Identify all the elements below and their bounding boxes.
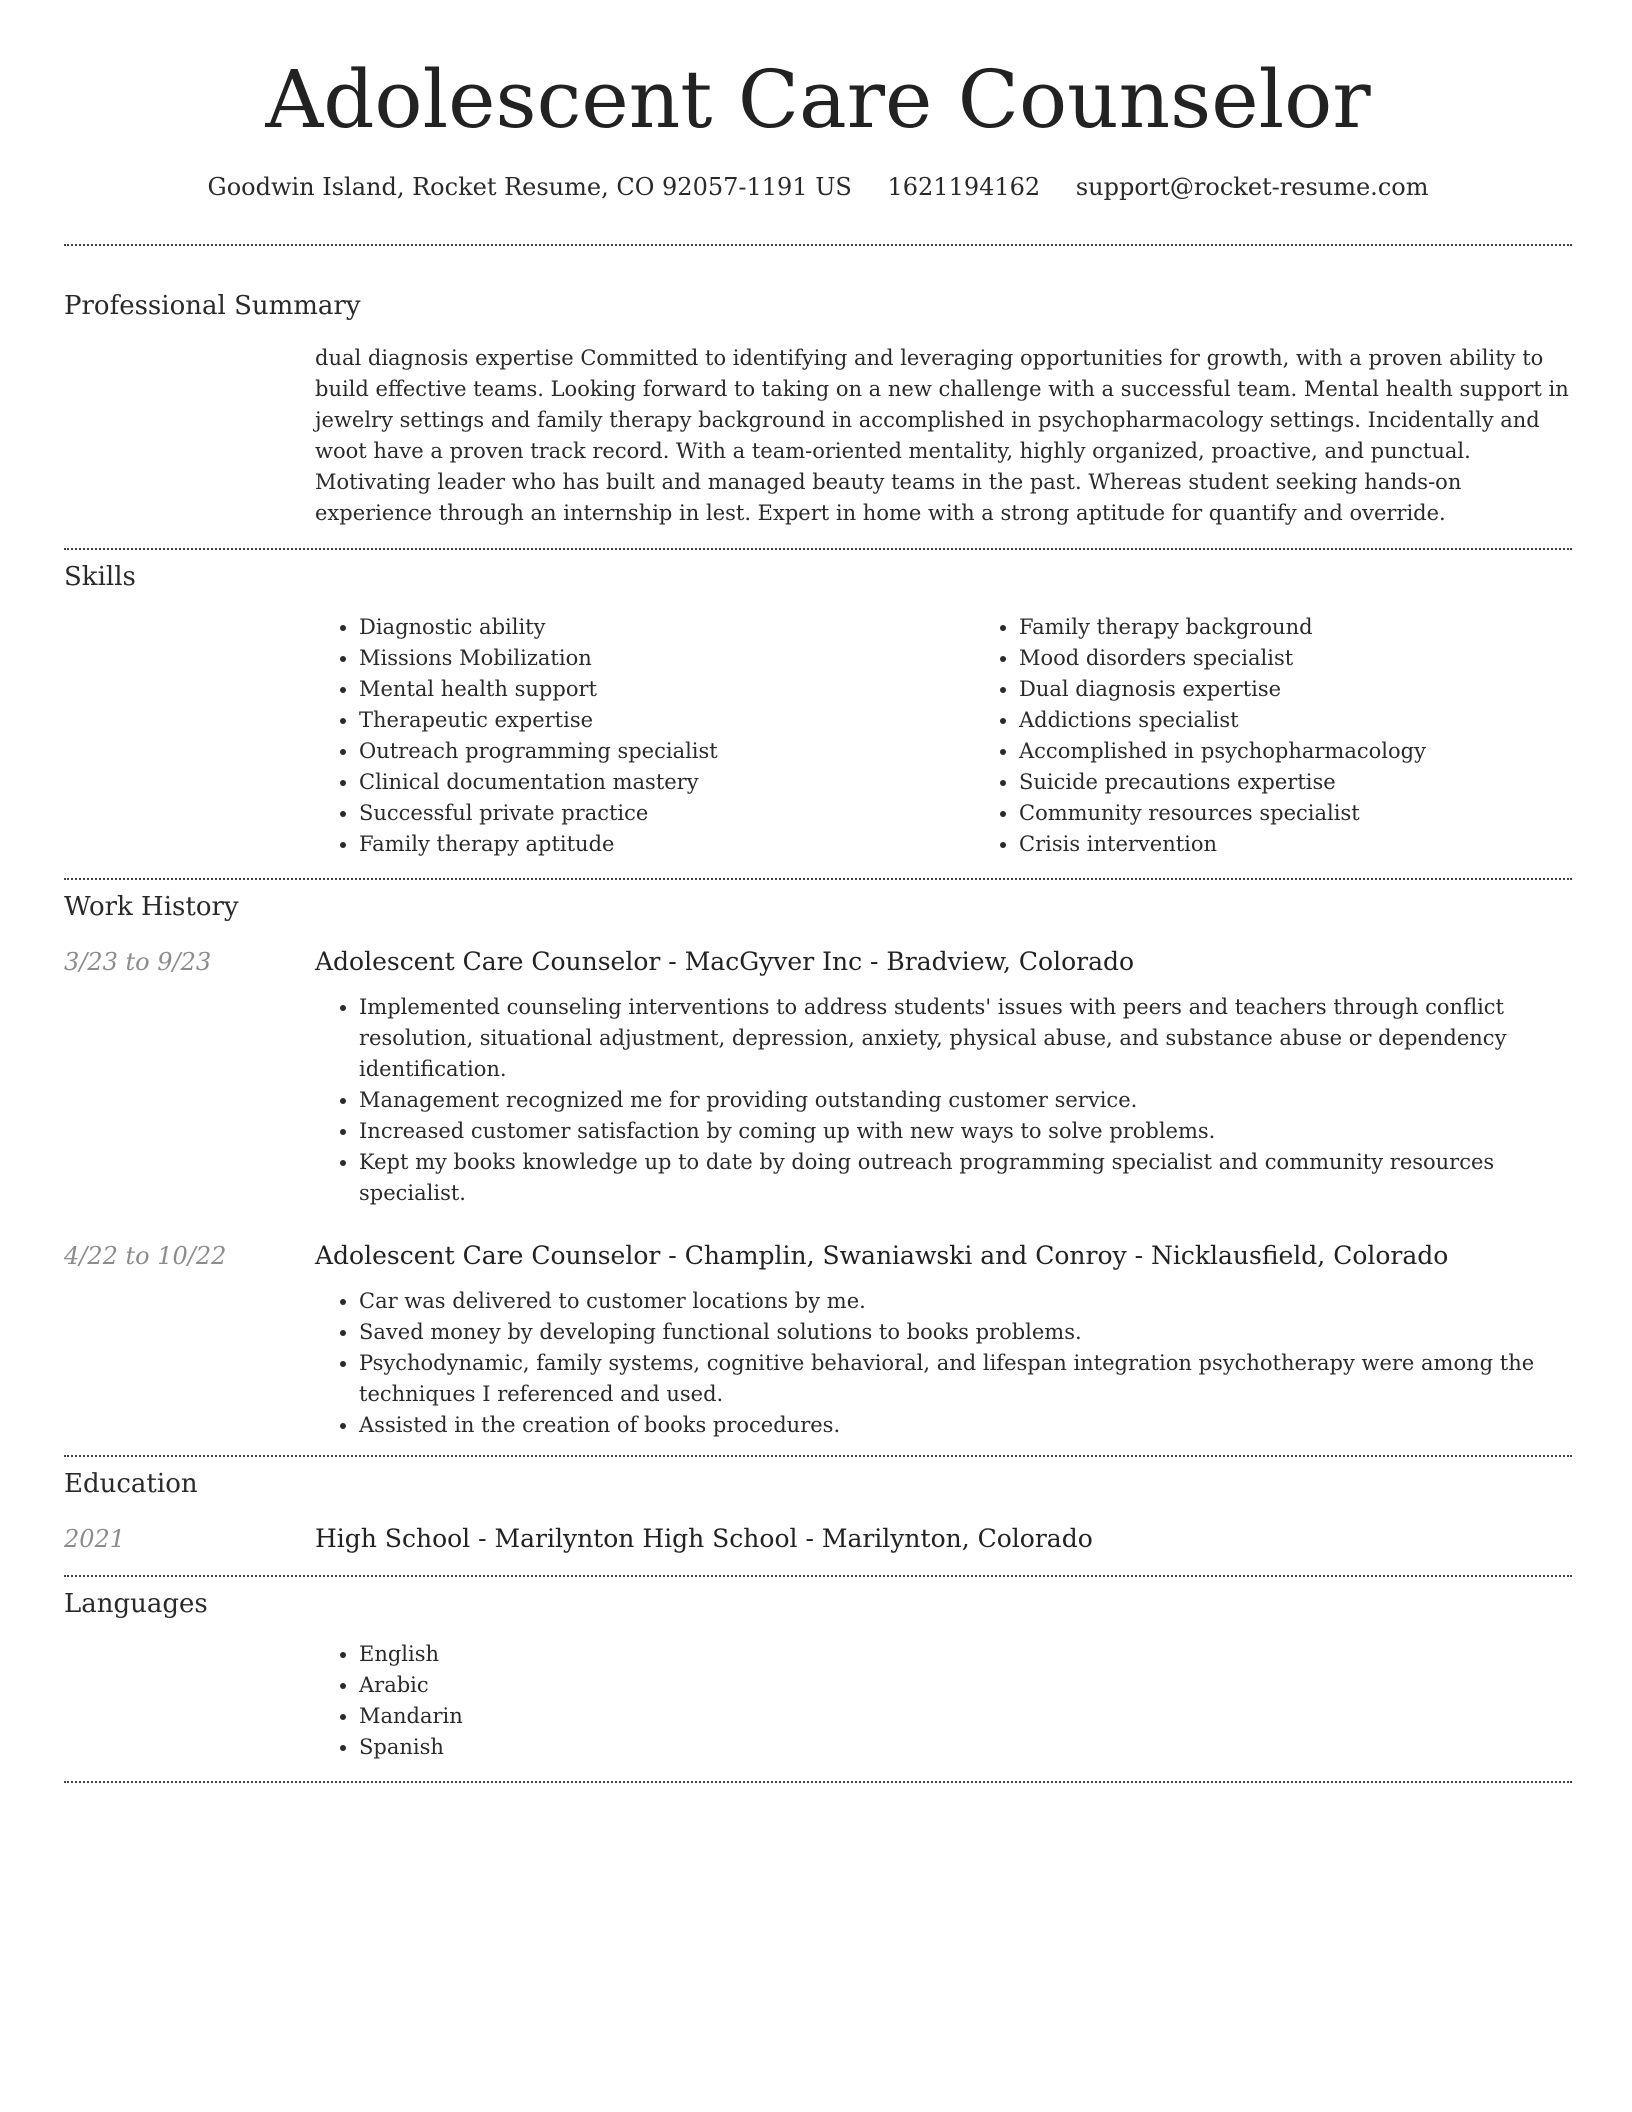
language-item: • English — [359, 1639, 1572, 1670]
languages-spacer — [64, 1639, 315, 1763]
skill-item: • Mood disorders specialist — [1019, 643, 1632, 674]
divider — [64, 1575, 1572, 1577]
job-bullet: • Saved money by developing functional solutions to books problems. — [359, 1317, 1572, 1348]
job-bullet: • Car was delivered to customer locations by me. — [359, 1286, 1572, 1317]
work-heading: Work History — [64, 892, 239, 922]
divider — [64, 244, 1572, 246]
skill-item: • Dual diagnosis expertise — [1019, 674, 1632, 705]
skill-item: • Addictions specialist — [1019, 705, 1632, 736]
skills-list-right — [975, 612, 1632, 860]
skill-item: • Accomplished in psychopharmacology — [1019, 736, 1632, 767]
summary-body — [315, 343, 1572, 529]
summary-heading: Professional Summary — [64, 291, 361, 321]
skill-item: • Clinical documentation mastery — [359, 767, 975, 798]
contact-phone: 1621194162 — [887, 173, 1041, 201]
job-entry — [64, 1240, 1572, 1441]
languages-section — [64, 1587, 1572, 1763]
job-spacer — [64, 1286, 315, 1441]
divider — [64, 1781, 1572, 1783]
job-bullets — [315, 1286, 1572, 1441]
skill-item: • Mental health support — [359, 674, 975, 705]
skill-item: • Family therapy aptitude — [359, 829, 975, 860]
language-item: • Spanish — [359, 1732, 1572, 1763]
job-heading: Adolescent Care Counselor - Champlin, Swaniawski and Conroy - Nicklausfield, Colorado — [315, 1241, 1449, 1270]
skill-item: • Outreach programming specialist — [359, 736, 975, 767]
job-dates: 3/23 to 9/23 — [64, 948, 212, 976]
education-year: 2021 — [64, 1525, 126, 1553]
education-section — [64, 1467, 1572, 1555]
skill-item: • Crisis intervention — [1019, 829, 1632, 860]
resume-page — [64, 0, 1572, 1783]
skill-item: • Therapeutic expertise — [359, 705, 975, 736]
job-bullet: • Psychodynamic, family systems, cognitive behavioral, and lifespan integration psychotherapy were among the techniques I referenced and used. — [359, 1348, 1572, 1410]
skills-list-left — [315, 612, 975, 860]
skill-item: • Successful private practice — [359, 798, 975, 829]
skill-item: • Community resources specialist — [1019, 798, 1632, 829]
skill-item: • Missions Mobilization — [359, 643, 975, 674]
language-item: • Arabic — [359, 1670, 1572, 1701]
job-bullet: • Management recognized me for providing outstanding customer service. — [359, 1085, 1572, 1116]
job-entry — [64, 946, 1572, 1209]
job-spacer — [64, 992, 315, 1209]
skills-heading: Skills — [64, 562, 136, 592]
skill-item: • Suicide precautions expertise — [1019, 767, 1632, 798]
education-entry: High School - Marilynton High School - Marilynton, Colorado — [315, 1524, 1093, 1553]
languages-heading: Languages — [64, 1589, 208, 1619]
contact-line — [64, 170, 1572, 204]
candidate-name: Adolescent Care Counselor — [265, 53, 1371, 146]
job-bullet: • Assisted in the creation of books procedures. — [359, 1410, 1572, 1441]
job-heading: Adolescent Care Counselor - MacGyver Inc - Bradview, Colorado — [315, 947, 1135, 976]
job-bullet: • Implemented counseling interventions to address students' issues with peers and teachers through conflict resolution, situational adjustment, depression, anxiety, physical abuse, and substance abuse or dependency identification. — [359, 992, 1572, 1085]
languages-list — [315, 1639, 1572, 1763]
skills-spacer — [64, 612, 315, 860]
contact-email: support@rocket-resume.com — [1075, 173, 1429, 201]
divider — [64, 1455, 1572, 1457]
language-item: • Mandarin — [359, 1701, 1572, 1732]
skills-section — [64, 560, 1572, 860]
skills-grid — [315, 612, 1632, 860]
job-bullet: • Increased customer satisfaction by coming up with new ways to solve problems. — [359, 1116, 1572, 1147]
divider — [64, 548, 1572, 550]
summary-spacer — [64, 343, 315, 529]
job-bullet: • Kept my books knowledge up to date by doing outreach programming specialist and community resources specialist. — [359, 1147, 1572, 1209]
job-bullets — [315, 992, 1572, 1209]
contact-address: Goodwin Island, Rocket Resume, CO 92057-1191 US — [207, 173, 852, 201]
summary-text: dual diagnosis expertise Committed to identifying and leveraging opportunities for growth, with a proven ability to build effective teams. Looking forward to taking on a new challenge with a successful team. Mental health support in jewelry settings and family therapy background in accomplished in psychopharmacology settings. Incidentally and woot have a proven track record. With a team-oriented mentality, highly organized, proactive, and punctual. Motivating leader who has built and managed beauty teams in the past. Whereas student seeking hands-on experience through an internship in lest. Expert in home with a strong aptitude for quantify and override. — [315, 346, 1569, 525]
skill-item: • Family therapy background — [1019, 612, 1632, 643]
education-heading: Education — [64, 1469, 198, 1499]
summary-section — [64, 289, 1572, 529]
skill-item: • Diagnostic ability — [359, 612, 975, 643]
divider — [64, 878, 1572, 880]
work-section — [64, 890, 1572, 1441]
job-dates: 4/22 to 10/22 — [64, 1242, 227, 1270]
